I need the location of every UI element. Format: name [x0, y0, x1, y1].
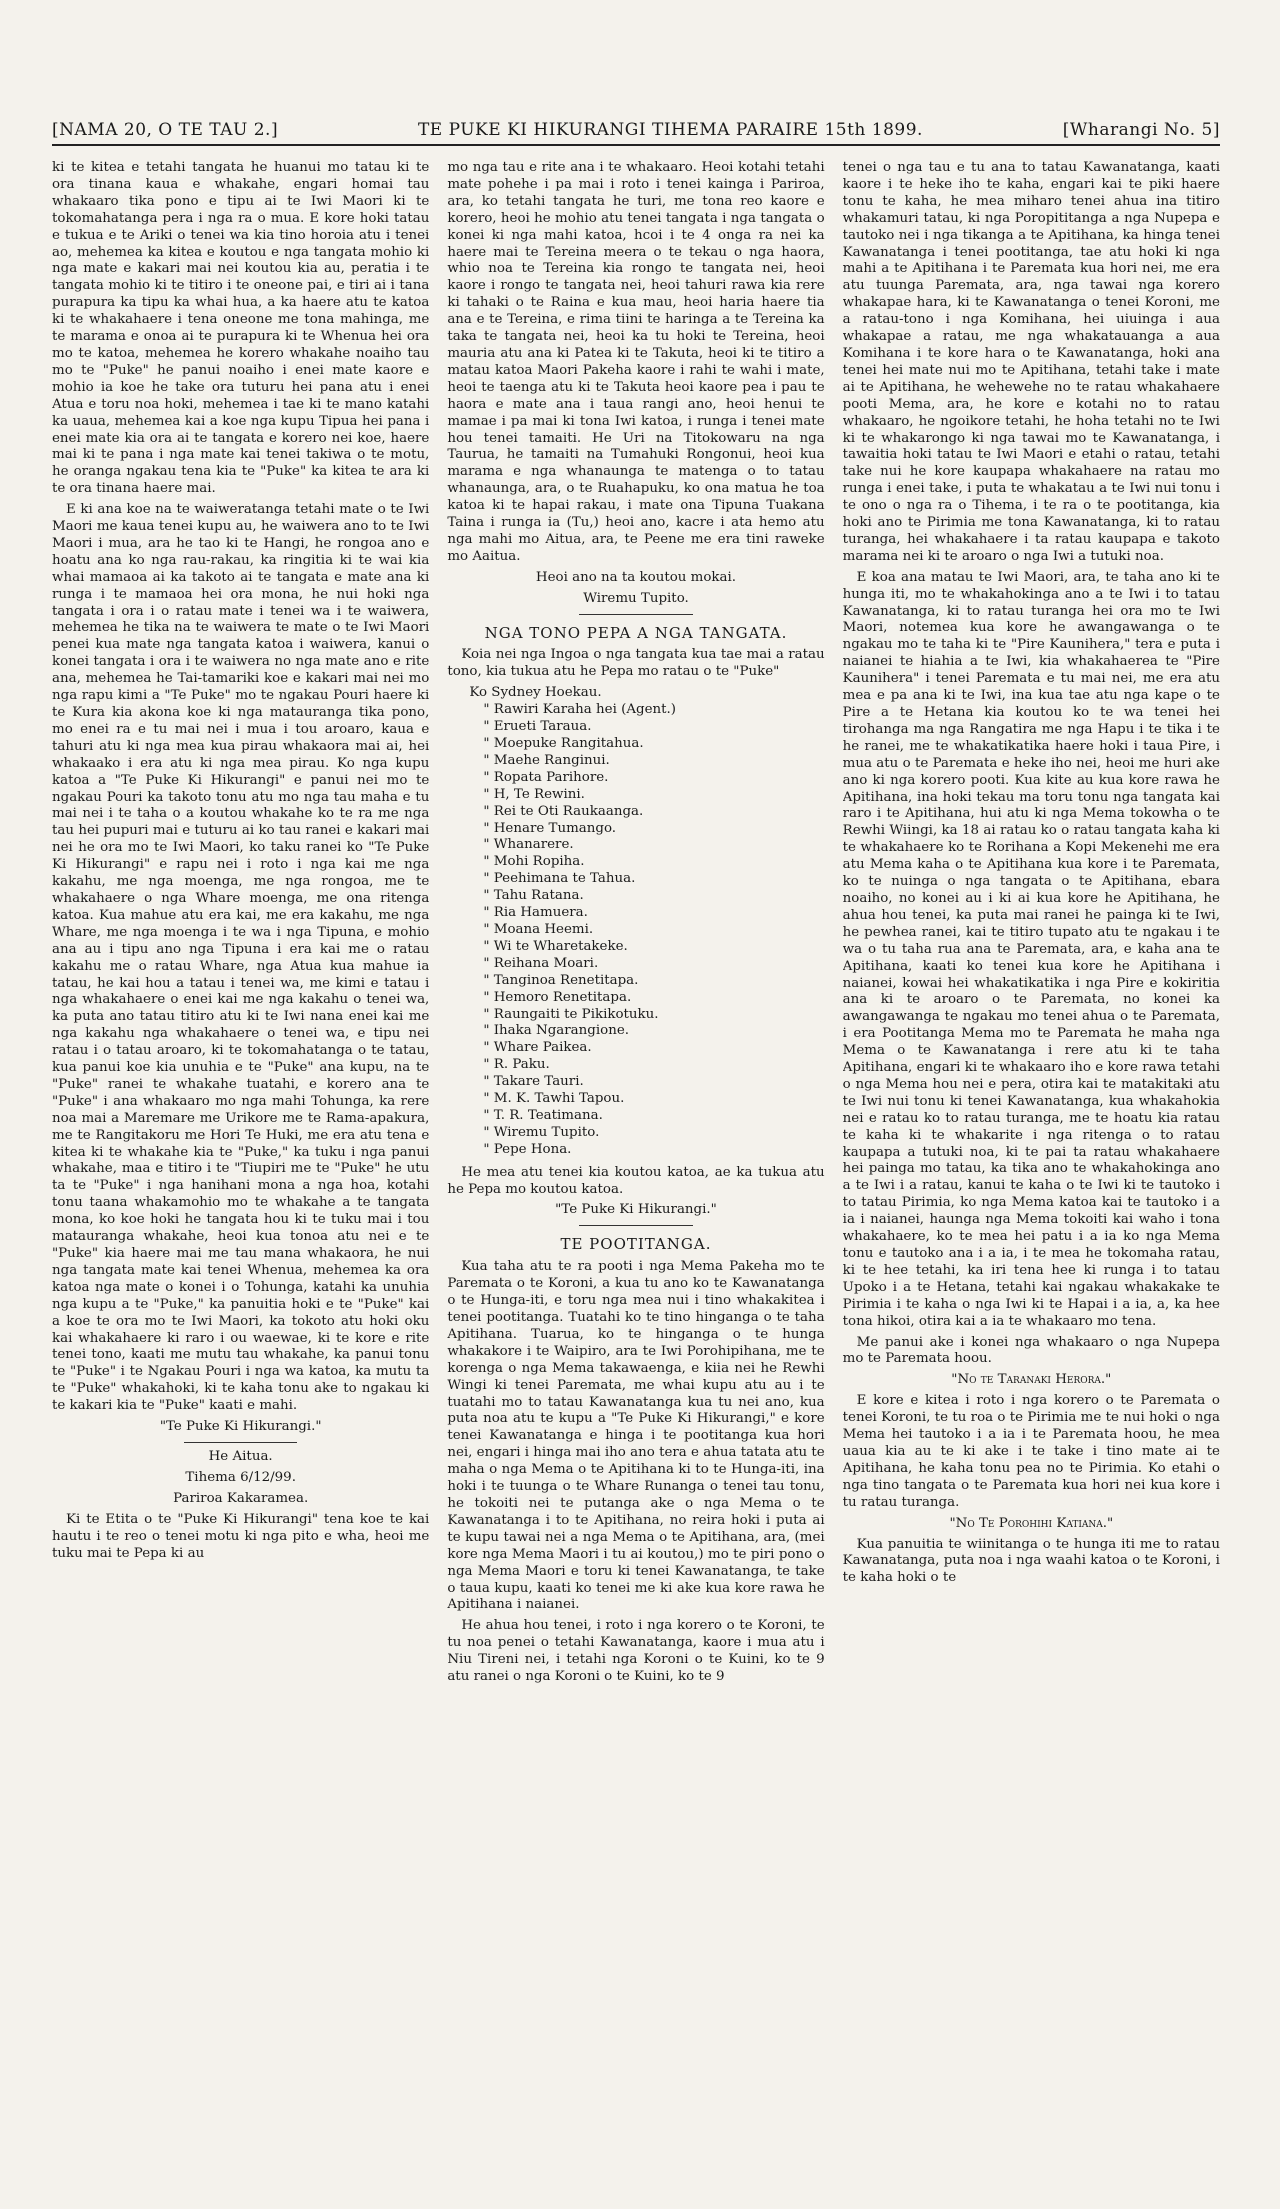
- list-item: " Wiremu Tupito.: [483, 1124, 600, 1140]
- list-item: " Moepuke Rangitahua.: [483, 736, 644, 751]
- signature: "Te Puke Ki Hikurangi.": [555, 1202, 717, 1218]
- list-item: " Rawiri Karaha hei (Agent.): [483, 702, 677, 718]
- article-paragraph: He ahua hou tenei, i roto i nga korero o te Koroni, te tu noa penei o tetahi Kawanatanga, kaore i mua atu i Niu Tireni nei, i tetahi nga Koroni o te Kuini, ko te 9 atu ranei o nga Koroni o te Kuini, ko te 9: [447, 1618, 825, 1685]
- list-item: " Erueti Taraua.: [483, 719, 592, 735]
- list-item: " Henare Tumango.: [483, 820, 617, 836]
- list-item: " Wi te Wharetakeke.: [483, 938, 628, 954]
- list-item: " Takare Tauri.: [483, 1074, 584, 1090]
- list-item: " Whare Paikea.: [483, 1040, 592, 1056]
- list-item: " Pepe Hona.: [483, 1141, 572, 1157]
- list-item: " Tanginoa Renetitapa.: [483, 972, 639, 988]
- article-paragraph: E kore e kitea i roto i nga korero o te Paremata o tenei Koroni, te tu roa o te Pirimia me te nui hoki o nga Mema hei tautoko i a ia i te Paremata hoou, he mea uaua kia au te ki ake i te take i tino mate ai te Apitihana, he kaha tonu pea no te Pirimia. Ko etahi o nga tino tangata o te Paremata kua hori nei kua kore i tu ratau turanga.: [842, 1393, 1220, 1510]
- article-paragraph: ki te kitea e tetahi tangata he huanui mo tatau ki te ora tinana kaua e whakahe, engari homai tau whakaaro tika pono e tipu ai te Iwi Maori ki te tokomahatanga pera i nga ra o mua. E kore hoki tatau e tukua e te Ariki o tenei wa kia tino horoia atu i tenei ao, mehemea ka kitea e koutou e nga tangata mohio ki nga mate e kakari mai nei koutou kia au, peratia i te tangata mohio ki te titiro i te oneone pai, e tiri ai i tana purapura ka tipu ka whai hua, a ka haere atu te katoa ki te whakahaere i tena oneone me tona mahinga, me te marama e onoa ai te purapura ki te Whenua hei ora mo te katoa, mehemea he korero whakahe noaiho tau mo te "Puke" he panui noaiho i enei mate kaore e mohio ia koe he take ora tuturu hei pana atu i enei Atua e toru noa hoki, mehemea i tae ki te mano katahi ka uaua, mehemea kai a koe nga kupu Tipua hei pana i enei mate kia ora ai te tangata e korero nei koe, haere mai ki te pana i nga mate kai tenei takiwa o te motu, he oranga ngakau tena kia te "Puke" ka kitea te ara ki te ora tinana haere mai.: [52, 160, 430, 497]
- list-item: " M. K. Tawhi Tapou.: [483, 1091, 625, 1107]
- section-heading: NGA TONO PEPA A NGA TANGATA.: [484, 623, 788, 642]
- column-1: [52, 160, 429, 2179]
- article-paragraph: Ki te Etita o te "Puke Ki Hikurangi" tena koe te kai hautu i te reo o tenei motu ki nga pito e wha, heoi me tuku mai te Pepa ki au: [52, 1511, 430, 1561]
- list-item: Ko Sydney Hoekau.: [469, 685, 602, 701]
- paper-title-date: TE PUKE KI HIKURANGI TIHEMA PARAIRE 15th 1899.: [417, 120, 923, 140]
- column-3: [843, 160, 1220, 2179]
- list-item: " Mohi Ropiha.: [483, 854, 585, 870]
- signature: Wiremu Tupito.: [583, 590, 689, 606]
- masthead: [52, 108, 1220, 146]
- article-paragraph: Kua taha atu te ra pooti i nga Mema Pakeha mo te Paremata o te Koroni, a kua tu ano ko te Kawanatanga o te Hunga-iti, e toru nga mea nui i tino whakakitea i tenei pootitanga. Tuatahi ko te tino hinganga o te taha Apitihana. Tuarua, ko te hinganga o te hunga whakakore i te Waipiro, ara te Iwi Porohipihana, me te korenga o nga Mema takawaenga, e kiia nei he Rewhi Wingi ki tenei Paremata, me whai kupu atu au i te tuatahi mo to tatau Kawanatanga kua tu nei ano, kua puta noa atu te kupu a "Te Puke Ki Hikurangi," e kore tenei Kawanatanga e hinga i te pootitanga kua hori nei, engari i hinga mai iho ano tera e ahua tatata atu te maha o nga Mema o te Apitihana ki to te Hunga-iti, ina hoki i te tuunga o te Whare Runanga o tenei tau tonu, he tokoiti nei te putanga ake o nga Mema o te Kawanatanga i to te Apitihana, no reira hoki i puta ai te kupu tawai nei a nga Mema o te Apitihana, ara, (mei kore nga Mema Maori i tu ai koutou,) mo te piri pono o nga Mema Maori e toru ki tenei Kawanatanga, te take o taua kupu, kaati ko tenei me ki ake kua kore rawa he Apitihana i naianei.: [447, 1259, 825, 1613]
- divider: [579, 614, 692, 615]
- list-item: " R. Paku.: [483, 1057, 550, 1073]
- section-heading: TE POOTITANGA.: [560, 1235, 712, 1254]
- list-item: " Peehimana te Tahua.: [483, 871, 636, 887]
- divider: [184, 1442, 297, 1443]
- issue-number: [NAMA 20, O TE TAU 2.]: [52, 120, 279, 140]
- article-paragraph: Koia nei nga Ingoa o nga tangata kua tae mai a ratau tono, kia tukua atu he Pepa mo ratau o te "Puke": [447, 647, 825, 680]
- list-item: " Ria Hamuera.: [483, 905, 588, 921]
- divider: [579, 1225, 692, 1226]
- signature: "Te Puke Ki Hikurangi.": [159, 1419, 322, 1435]
- place-line: Pariroa Kakaramea.: [173, 1490, 309, 1506]
- list-item: " Tahu Ratana.: [483, 888, 584, 904]
- article-paragraph: mo nga tau e rite ana i te whakaaro. Heoi kotahi tetahi mate pohehe i pa mai i roto i tenei kainga i Pariroa, ara, ko tetahi tangata he turi, me tona reo kaore e korero, heoi he mohio atu tenei tangata i nga tangata o konei ki nga mahi katoa, hcoi i te 4 onga ra nei ka haere mai te Tereina meera o te tekau o nga haora, whio noa te Tereina kia rongo te tangata nei, heoi kaore i rongo te tangata nei, heoi tahuri rawa kia rere ki tahaki o te Raina e kua mau, heoi haria haere tia ana e te Tereina, e rima tiini te haringa a te Tereina ka taka te tangata nei, heoi ka tu hoki te Tereina, heoi mauria atu ana ki Patea ki te Takuta, heoi ki te titiro a matau katoa Maori Pakeha kaore i rahi te wahi i mate, heoi te taenga atu ki te Takuta heoi kaore pea i pau te haora e mate ana i taua rangi ano, heoi henui te mamae i pa mai ki tona Iwi katoa, i runga i tenei mate hou tenei tamaiti. He Uri na Titokowaru na nga Taurua, he tamaiti na Tumahuki Rongonui, heoi kua marama e nga whanaunga te matenga o to tatau whanaunga, ara, o te Ruahapuku, ko ona matua he toa katoa ki te hapai rakau, i mate ona Tipuna Tuakana Taina i runga ia (Tu,) heoi ano, kacre i ata hemo atu nga mahi mo Aitua, ara, te Peene me era tini raweke mo Aaitua.: [447, 160, 825, 564]
- list-item: " Raungaiti te Pikikotuku.: [483, 1006, 659, 1022]
- list-item: " Reihana Moari.: [483, 955, 599, 971]
- quote-source: "No Te Porohihi Katiana.": [949, 1515, 1114, 1531]
- article-paragraph: He mea atu tenei kia koutou katoa, ae ka tukua atu he Pepa mo koutou katoa.: [447, 1164, 825, 1197]
- column-2: [447, 160, 824, 2179]
- section-heading: He Aitua.: [208, 1448, 273, 1464]
- quote-source: "No te Taranaki Herora.": [951, 1372, 1112, 1388]
- list-item: " Rei te Oti Raukaanga.: [483, 803, 644, 819]
- list-item: " H, Te Rewini.: [483, 786, 585, 802]
- article-paragraph: E ki ana koe na te waiweratanga tetahi mate o te Iwi Maori me kaua tenei kupu au, he waiwera ano to te Iwi Maori i mua, ara he tao ki te Hangi, he rongoa ano e hoatu ana ko nga rau-rakau, ka ringitia ki te wai kia whai mamaoa ai ka takoto ai te tangata e mate ana ki runga i te mamaoa hei ora mona, he nui hoki nga tangata i ora i o ratau mate i tenei wa i te waiwera, mehemea he tika na te waiwera te mate o te Iwi Maori penei kua mate nga tangata katoa i waiwera, kanui o konei tangata i ora i te waiwera no nga mate ano e rite ana, mehemea he Tai-tamariki koe e kakari mai nei mo nga rapu kimi a "Te Puke" mo te ngakau Pouri haere ki te Kura kia akona koe ki nga matauranga tika pono, mo enei ra e tu mai nei i mua i tou aroaro, kaua e tahuri atu ki nga mea kua pirau whakaora mai ai, hei whakaako i era atu ki nga mea pirau. Ko nga kupu katoa a "Te Puke Ki Hikurangi" e panui nei mo te ngakau Pouri ka takoto tonu atu mo nga tau maha e tu mai nei i te taha o a koutou whakahe ko te ra me nga tau hei pupuri mai e tuturu ai ko tau ranei e kakari mai nei he ora mo te Iwi Maori, ko taku ranei ko "Te Puke Ki Hikurangi" e rapu nei i roto i nga kai me nga kakahu, me nga moenga, me nga rongoa, me te whakahaere o nga Whare moenga, me ona ritenga katoa. Kua mahue atu era kai, me era kakahu, me nga Whare, me nga moenga i te wa i nga Tipuna, e mohio ana au i tipu ano nga Tipuna i era kai me o ratau kakahu me o ratau Whare, nga Atua kua mahue ia tatau, he kai hou a tatau i tenei wa, me kimi e tatau i nga whakahaere o enei kai me nga kakahu o tenei wa, ka puta ano tatau titiro atu ki te Iwi nana enei kai me nga kakahu nga whakahaere o tenei wa, e tipu nei ratau i o tatau aroaro, ki te tokomahatanga o te tatau, kua panui koe kia unuhia e te "Puke" ana kupu, na te "Puke" ranei te whakahe tuatahi, e korero ana te "Puke" i ana whakaaro mo nga mahi Tohunga, ka rere noa mai a Maremare me Urikore me te Rama-apakura, me te Rangitakoru me Hori Te Huki, me era atu tena e kitea ki te whakahe kia te "Puke," ka tuku i nga panui whakahe, maa e titiro i te "Tiupiri me te "Puke" he utu ta te "Puke" i nga hanihani mona a nga hoa, kotahi tonu taana whakamohio mo te whakahe a te tangata mona, ko koe hoki he tangata hou ki te tuku mai i tou matauranga whakahe, heoi kua tonoa atu nei e te "Puke" kia haere mai me tau mana whakaora, he nui nga tangata mate kai tenei Whenua, mehemea ka ora katoa nga mate o konei i o Tohunga, katahi ka unuhia nga kupu a te "Puke," ka panuitia hoki e te "Puke" kai a koe te ora mo te Iwi Maori, ka tokoto atu hoki oku kai whakahaere ki raro i ou waewae, ki te kore e rite tenei tono, kaati me mutu tau whakahe, ka panui tonu te "Puke" i te Ngakau Pouri i nga wa katoa, ka mutu ta te "Puke" whakahoki, ki te kaha tonu ake to ngakau ki te kakari kia te "Puke" kaati e mahi.: [52, 502, 430, 1414]
- subscriber-list: [447, 685, 824, 1158]
- list-item: " T. R. Teatimana.: [483, 1107, 603, 1123]
- page-number: [Wharangi No. 5]: [1062, 120, 1220, 140]
- list-item: " Moana Heemi.: [483, 921, 594, 937]
- columns: [52, 160, 1220, 2179]
- list-item: " Whanarere.: [483, 837, 574, 853]
- article-paragraph: Kua panuitia te wiinitanga o te hunga iti me to ratau Kawanatanga, puta noa i nga waahi katoa o te Koroni, i te kaha hoki o te: [842, 1536, 1220, 1586]
- article-paragraph: tenei o nga tau e tu ana to tatau Kawanatanga, kaati kaore i te heke iho te kaha, engari kai te piki haere tonu te kaha, he mea miharo tenei ahua ina titiro whakamuri tatau, ki nga Poropititanga a nga Nupepa e tautoko nei i nga tikanga a te Apitihana, ka hinga tenei Kawanatanga i tenei pootitanga, tae atu hoki ki nga mahi a te Apitihana i te Paremata kua hori nei, me era atu tuunga Paremata, ara, nga tawai nga korero whakapae hara, ki te Kawanatanga o tenei Koroni, me a ratau-tono i nga Komihana, hei uiuinga i aua whakapae a ratau, me nga whakatauanga a aua Komihana i te kore hara o te Kawanatanga, hoki ana tenei hei mate nui mo te Apitihana, tetahi take i mate ai te Apitihana, he wehewehe no te ratau whakahaere pooti Mema, ara, he kore e kotahi no to ratau whakaaro, he ngoikore tetahi, he hoha tetahi no te Iwi ki te whakarongo ki nga tawai mo te Kawanatanga, i tawaitia hoki tatau te Iwi Maori e etahi o ratau, tetahi take nui he kore kaupapa whakahaere na ratau mo runga i enei take, i puta te whakatau a te Iwi nui tonu i te ono o nga ra o Tihema, i te ra o te pootitanga, kia hoki ano te Pirimia me tona Kawanatanga, ki to ratau turanga, hei whakahaere i ta ratau kaupapa e takoto marama nei ki te aroaro o nga Iwi a tutuki noa.: [842, 160, 1220, 564]
- closing-line: Heoi ano na ta koutou mokai.: [535, 569, 737, 585]
- list-item: " Ihaka Ngarangione.: [483, 1023, 629, 1039]
- dateline: Tihema 6/12/99.: [185, 1469, 296, 1485]
- list-item: " Hemoro Renetitapa.: [483, 989, 632, 1005]
- article-paragraph: Me panui ake i konei nga whakaaro o nga Nupepa mo te Paremata hoou.: [842, 1334, 1220, 1367]
- list-item: " Ropata Parihore.: [483, 769, 609, 785]
- article-paragraph: E koa ana matau te Iwi Maori, ara, te taha ano ki te hunga iti, mo te whakahokinga ano a te Iwi i to tatau Kawanatanga, ki to ratau turanga hei ora mo te Iwi Maori, notemea kua kore he awangawanga o te ngakau mo te taha ki te "Pire Kaunihera," tera e puta i naianei te hiahia a te Iwi, kia whakahaerea te "Pire Kaunihera" i tenei Paremata e tu mai nei, me era atu mea e pa ana ki te Iwi, ina kua tae atu nga kape o te Pire a te Hetana kia koutou ko te wa tenei hei tirohanga ma nga Rangatira me nga Hapu i te tika i te he ranei, me te whakatikatika haere hoki i taua Pire, i mua atu o te Paremata e heke iho nei, heoi me huri ake ano ki nga korero pooti. Kua kite au kua kore rawa he Apitihana, ina hoki tekau ma toru tonu nga tangata kai raro i te Apitihana, hui atu ki nga Mema tokowha o te Rewhi Wiingi, ka 18 ai ratau ko o ratau tangata kaha ki te whakahaere ko te Rorihana a Kopi Mekenehi me era atu Mema kaha o te Apitihana kua kore i te Paremata, ko te nuinga o nga tangata o te Apitihana, ebara noaiho, no konei au i ki ai kua kore he Apitihana, he ahua hou tenei, ka puta mai ranei he painga ki te Iwi, he pewhea ranei, kai te titiro tupato atu te ngakau i te wa o tu taha rua ana te Paremata, ara, e kaha ana te Apitihana, kaati ko tenei kua kore he Apitihana i naianei, kowai hei whakatikatika i nga Pire e kokiritia ana ki te aroaro o te Paremata, no konei ka awangawanga te ngakau mo tenei ahua o te Paremata, i era Pootitanga Mema mo te Paremata he maha nga Mema o te Kawanatanga i rere atu ki te taha Apitihana, engari ki te whakaaro iho e kore rawa tetahi o nga Mema hou nei e pera, otira kai te matakitaki atu te Iwi nui tonu ki tenei Kawanatanga, kua whakahokia nei e ratau ko to ratau turanga, me te hoatu kia ratau te kaha ki te whakarite i nga ritenga o to ratau kaupapa a tutuki noa, ki te pai ta ratau whakahaere hei painga mo tatau, ka tika ano te whakahokinga ano a te Iwi i a ratau, kanui te kaha o te Iwi ki te tautoko i to tatau Pirimia, ko nga Mema katoa kai te tautoko i a ia i naianei, haunga nga Mema tokoiti kai waho i tona whakahaere, ko te mea hei patu i a ia ko nga Mema tonu e tautoko ana i a ia, i te mea he tokomaha ratau, ki te hee tetahi, ka iri tena hee ki runga i to tatau Upoko i a te Hetana, tetahi kai ngakau whakakake te Pirimia i te kaha o nga Iwi ki te Hapai i a ia, a, ka hee tona hikoi, otira kai a ia te whakaaro mo tena.: [842, 569, 1220, 1329]
- list-item: " Maehe Ranginui.: [483, 752, 610, 768]
